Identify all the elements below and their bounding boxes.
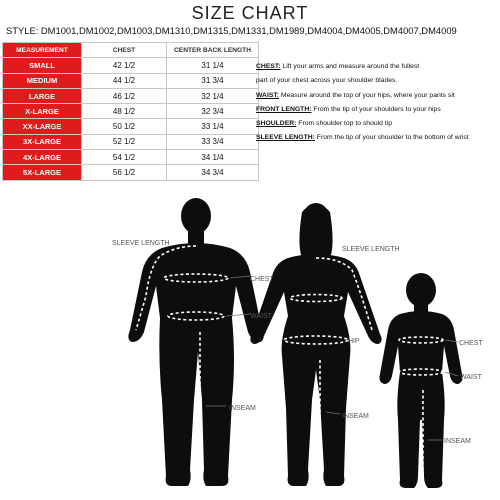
note-waist	[256, 89, 500, 103]
note-term: FRONT LENGTH:	[256, 105, 312, 113]
back-length-value: 34 1/4	[167, 150, 259, 165]
chest-value: 42 1/2	[82, 58, 167, 73]
table-row	[3, 73, 259, 88]
size-table	[2, 42, 259, 181]
page-title: SIZE CHART	[191, 3, 309, 23]
table-row	[3, 134, 259, 149]
header-center-back-length: CENTER BACK LENGTH	[167, 43, 259, 58]
measurement-notes	[256, 60, 500, 146]
back-length-value: 33 3/4	[167, 134, 259, 149]
body-measurement-figures	[0, 190, 500, 500]
note-chest-continued	[256, 74, 500, 88]
note-text: Lift your arms and measure around the fullest	[280, 63, 420, 70]
child-chest-label: CHEST	[459, 340, 483, 347]
back-length-value: 33 1/4	[167, 119, 259, 134]
table-row	[3, 165, 259, 180]
child-inseam-label: INSEAM	[444, 438, 471, 445]
back-length-value: 31 1/4	[167, 58, 259, 73]
table-header-row	[3, 43, 259, 58]
woman-inseam-label: INSEAM	[342, 413, 369, 420]
note-term: CHEST:	[256, 63, 281, 70]
note-term: SLEEVE LENGTH:	[256, 134, 315, 142]
chest-value: 44 1/2	[82, 73, 167, 88]
style-numbers: STYLE: DM1001,DM1002,DM1003,DM1310,DM1315,DM1331,DM1989,DM4004,DM4005,DM4007,DM4009	[6, 25, 457, 36]
chest-value: 50 1/2	[82, 119, 167, 134]
note-text: From the tip of your shoulders to your hips	[311, 105, 441, 113]
chest-value: 56 1/2	[82, 165, 167, 180]
note-text: From the tip of your shoulder to the bottom of wrist	[314, 134, 469, 142]
size-label: 3X-LARGE	[3, 134, 82, 149]
man-waist-label: WAIST	[250, 313, 272, 320]
chest-value: 48 1/2	[82, 104, 167, 119]
back-length-value: 31 3/4	[167, 73, 259, 88]
note-chest	[256, 60, 500, 74]
back-length-value: 32 1/4	[167, 88, 259, 103]
child-silhouette	[380, 273, 463, 488]
man-inseam-label: INSEAM	[229, 405, 256, 412]
note-shoulder	[256, 117, 500, 131]
chest-value: 54 1/2	[82, 150, 167, 165]
size-label: MEDIUM	[3, 73, 82, 88]
size-label: SMALL	[3, 58, 82, 73]
back-length-value: 32 3/4	[167, 104, 259, 119]
header-measurement: MEASUREMENT	[3, 43, 82, 58]
note-text: From shoulder top to should tip	[296, 120, 392, 128]
chest-value: 46 1/2	[82, 88, 167, 103]
note-term: WAIST:	[256, 91, 280, 99]
header-chest: CHEST	[82, 43, 167, 58]
back-length-value: 34 3/4	[167, 165, 259, 180]
woman-hip-label: HIP	[348, 338, 360, 345]
child-waist-label: WAIST	[460, 374, 482, 381]
note-front-length	[256, 103, 500, 117]
table-row	[3, 150, 259, 165]
size-label: X-LARGE	[3, 104, 82, 119]
size-label: 4X-LARGE	[3, 150, 82, 165]
size-label: LARGE	[3, 88, 82, 103]
size-label: 5X-LARGE	[3, 165, 82, 180]
table-row	[3, 58, 259, 73]
note-text: Measure around the top of your hips, where your pants sit	[279, 91, 455, 99]
man-chest-label: CHEST	[250, 276, 274, 283]
size-label: XX-LARGE	[3, 119, 82, 134]
woman-sleeve-label: SLEEVE LENGTH	[342, 246, 400, 253]
chest-value: 52 1/2	[82, 134, 167, 149]
note-text: part of your chest across your shoulder blades.	[256, 77, 398, 85]
table-row	[3, 88, 259, 103]
table-row	[3, 119, 259, 134]
man-sleeve-label: SLEEVE LENGTH	[112, 240, 170, 247]
note-term: SHOULDER:	[256, 120, 297, 128]
table-row	[3, 104, 259, 119]
note-sleeve-length	[256, 131, 500, 145]
